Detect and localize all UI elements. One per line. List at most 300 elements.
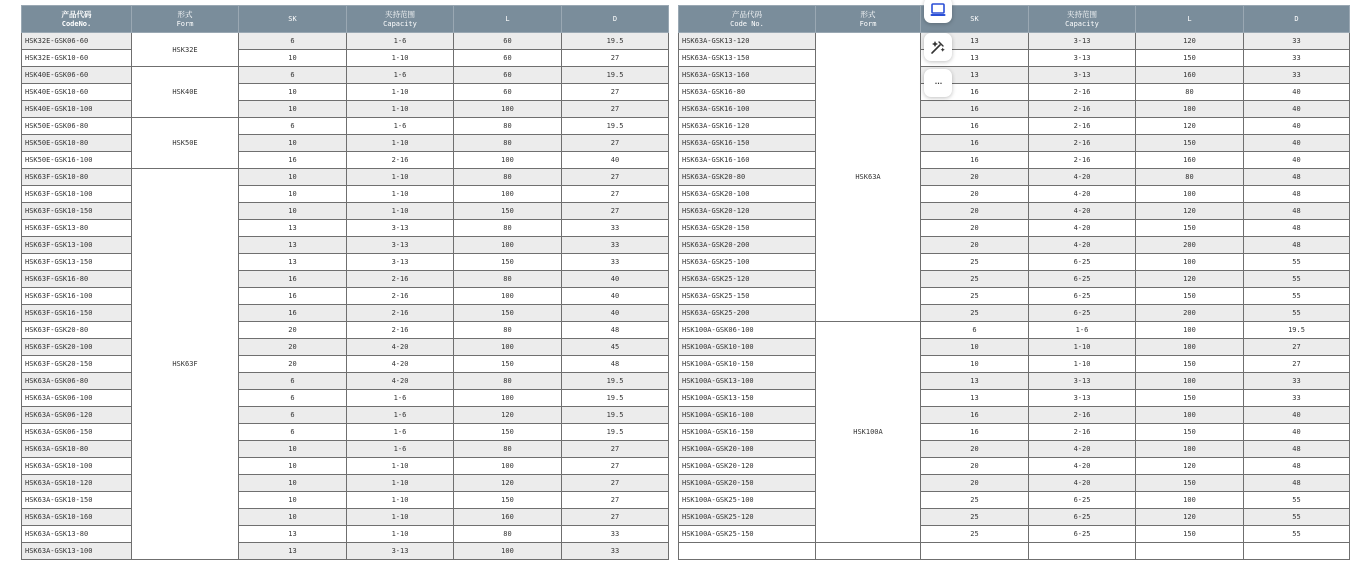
table-row <box>679 118 1350 135</box>
cell-capacity: 4-20 <box>1029 186 1136 203</box>
cell-capacity: 4-20 <box>1029 475 1136 492</box>
cell-capacity: 1-6 <box>347 67 454 84</box>
cell-capacity: 1-10 <box>347 475 454 492</box>
cell-code-no: HSK63F-GSK16-80 <box>22 271 132 288</box>
table-row <box>22 390 669 407</box>
cell-d: 40 <box>1244 424 1350 441</box>
cell-sk: 13 <box>239 526 347 543</box>
cell-code-no: HSK50E-GSK06-80 <box>22 118 132 135</box>
cell-capacity: 4-20 <box>1029 458 1136 475</box>
cell-l: 150 <box>1136 526 1244 543</box>
cell-d: 27 <box>562 84 669 101</box>
cell-capacity: 2-16 <box>347 305 454 322</box>
cell-l: 150 <box>1136 50 1244 67</box>
table-row <box>679 492 1350 509</box>
cell-capacity: 6-25 <box>1029 305 1136 322</box>
cell-l: 100 <box>454 390 562 407</box>
cell-d: 19.5 <box>562 118 669 135</box>
cell-sk: 10 <box>239 169 347 186</box>
cell-capacity: 1-10 <box>347 492 454 509</box>
cell-d: 40 <box>562 271 669 288</box>
cell-l: 80 <box>454 169 562 186</box>
table-row <box>679 390 1350 407</box>
cell-code-no: HSK63F-GSK13-150 <box>22 254 132 271</box>
cell-d: 19.5 <box>562 67 669 84</box>
cell-sk: 25 <box>921 492 1029 509</box>
cell-sk: 13 <box>921 390 1029 407</box>
cell-l: 120 <box>1136 203 1244 220</box>
cell-code-no: HSK100A-GSK10-150 <box>679 356 816 373</box>
cell-capacity: 4-20 <box>1029 203 1136 220</box>
cell-d: 40 <box>1244 101 1350 118</box>
cell-sk: 10 <box>921 339 1029 356</box>
cell-l: 120 <box>1136 33 1244 50</box>
cell-l: 100 <box>454 339 562 356</box>
cell-l: 100 <box>1136 492 1244 509</box>
cell-l: 120 <box>454 475 562 492</box>
cell-d: 40 <box>562 288 669 305</box>
cell-capacity: 1-10 <box>347 50 454 67</box>
cell-sk: 16 <box>921 407 1029 424</box>
cell-d: 19.5 <box>562 407 669 424</box>
cell-capacity: 6-25 <box>1029 492 1136 509</box>
table-row <box>679 50 1350 67</box>
cell-d: 55 <box>1244 509 1350 526</box>
cell-code-no: HSK63F-GSK10-100 <box>22 186 132 203</box>
empty-cell <box>816 543 921 560</box>
cell-code-no: HSK100A-GSK25-120 <box>679 509 816 526</box>
cell-l: 150 <box>454 254 562 271</box>
cell-capacity: 1-6 <box>347 118 454 135</box>
cell-code-no: HSK63A-GSK06-120 <box>22 407 132 424</box>
cell-sk: 13 <box>239 220 347 237</box>
cell-d: 27 <box>562 50 669 67</box>
header-form: 形式 Form <box>132 6 239 33</box>
table-row <box>679 237 1350 254</box>
cell-sk: 16 <box>921 152 1029 169</box>
cell-capacity: 6-25 <box>1029 271 1136 288</box>
cell-sk: 13 <box>239 543 347 560</box>
cell-l: 120 <box>1136 271 1244 288</box>
cell-code-no: HSK32E-GSK06-60 <box>22 33 132 50</box>
cell-form: HSK40E <box>132 67 239 118</box>
table-row <box>679 339 1350 356</box>
cell-l: 150 <box>1136 390 1244 407</box>
header-form: 形式 Form <box>816 6 921 33</box>
cell-d: 48 <box>1244 220 1350 237</box>
header-d: D <box>1244 6 1350 33</box>
cell-sk: 25 <box>921 509 1029 526</box>
cell-code-no: HSK40E-GSK10-60 <box>22 84 132 101</box>
cell-l: 160 <box>1136 67 1244 84</box>
cell-sk: 20 <box>921 458 1029 475</box>
table-row <box>679 288 1350 305</box>
header-sk: SK <box>921 6 1029 33</box>
cell-capacity: 4-20 <box>1029 441 1136 458</box>
empty-cell <box>1244 543 1350 560</box>
table-row <box>679 475 1350 492</box>
table-row <box>22 424 669 441</box>
cell-sk: 16 <box>921 118 1029 135</box>
header-l: L <box>454 6 562 33</box>
cell-capacity: 1-6 <box>347 390 454 407</box>
cell-capacity: 6-25 <box>1029 288 1136 305</box>
cell-l: 60 <box>454 50 562 67</box>
cell-capacity: 1-10 <box>347 203 454 220</box>
cell-code-no: HSK63A-GSK16-120 <box>679 118 816 135</box>
table-row <box>22 33 669 50</box>
table-row <box>679 458 1350 475</box>
header-capacity: 夹持范围 Capacity <box>347 6 454 33</box>
cell-d: 40 <box>562 305 669 322</box>
cell-sk: 6 <box>239 33 347 50</box>
table-row <box>679 135 1350 152</box>
header-capacity: 夹持范围 Capacity <box>1029 6 1136 33</box>
cell-sk: 25 <box>921 305 1029 322</box>
table-row <box>22 509 669 526</box>
cell-d: 48 <box>1244 458 1350 475</box>
cell-l: 80 <box>1136 84 1244 101</box>
cell-d: 19.5 <box>562 424 669 441</box>
cell-capacity: 1-10 <box>347 84 454 101</box>
cell-form: HSK100A <box>816 322 921 543</box>
cell-d: 27 <box>562 458 669 475</box>
cell-l: 200 <box>1136 305 1244 322</box>
table-row <box>22 152 669 169</box>
cell-sk: 20 <box>239 356 347 373</box>
cell-code-no: HSK100A-GSK10-100 <box>679 339 816 356</box>
table-row <box>679 322 1350 339</box>
cell-code-no: HSK63A-GSK10-100 <box>22 458 132 475</box>
cell-l: 150 <box>1136 135 1244 152</box>
table-row <box>22 186 669 203</box>
table-row <box>22 339 669 356</box>
table-row <box>679 271 1350 288</box>
cell-code-no: HSK63F-GSK20-150 <box>22 356 132 373</box>
cell-d: 55 <box>1244 288 1350 305</box>
cell-capacity: 1-10 <box>1029 356 1136 373</box>
cell-d: 48 <box>1244 186 1350 203</box>
table-row <box>679 203 1350 220</box>
cell-d: 33 <box>562 220 669 237</box>
cell-capacity: 2-16 <box>1029 101 1136 118</box>
cell-sk: 25 <box>921 254 1029 271</box>
cell-capacity: 3-13 <box>1029 33 1136 50</box>
cell-capacity: 3-13 <box>1029 390 1136 407</box>
cell-l: 100 <box>454 237 562 254</box>
cell-d: 48 <box>1244 441 1350 458</box>
cell-code-no: HSK63A-GSK10-160 <box>22 509 132 526</box>
cell-l: 80 <box>454 322 562 339</box>
cell-sk: 10 <box>921 356 1029 373</box>
cell-capacity: 1-10 <box>347 186 454 203</box>
table-row <box>22 356 669 373</box>
cell-sk: 6 <box>239 373 347 390</box>
cell-capacity: 2-16 <box>347 152 454 169</box>
cell-capacity: 3-13 <box>347 220 454 237</box>
cell-capacity: 4-20 <box>347 339 454 356</box>
cell-d: 33 <box>1244 373 1350 390</box>
cell-sk: 20 <box>921 186 1029 203</box>
cell-capacity: 2-16 <box>1029 424 1136 441</box>
cell-capacity: 4-20 <box>347 356 454 373</box>
table-row <box>22 492 669 509</box>
cell-sk: 20 <box>921 203 1029 220</box>
magic-tools-icon <box>930 39 946 55</box>
cell-sk: 16 <box>921 101 1029 118</box>
table-row <box>22 101 669 118</box>
cell-sk: 10 <box>239 441 347 458</box>
header-d: D <box>562 6 669 33</box>
table-row <box>22 407 669 424</box>
more-icon: ··· <box>934 76 942 90</box>
cell-sk: 6 <box>239 407 347 424</box>
cell-sk: 25 <box>921 271 1029 288</box>
cell-l: 80 <box>454 220 562 237</box>
cell-l: 150 <box>1136 356 1244 373</box>
cell-capacity: 6-25 <box>1029 509 1136 526</box>
cell-code-no: HSK100A-GSK20-150 <box>679 475 816 492</box>
cell-sk: 6 <box>239 390 347 407</box>
cell-code-no: HSK63A-GSK25-100 <box>679 254 816 271</box>
cell-code-no: HSK63A-GSK16-150 <box>679 135 816 152</box>
cell-l: 150 <box>454 305 562 322</box>
cell-code-no: HSK63A-GSK20-120 <box>679 203 816 220</box>
cell-d: 19.5 <box>562 373 669 390</box>
cell-code-no: HSK63A-GSK25-150 <box>679 288 816 305</box>
cell-code-no: HSK63A-GSK10-120 <box>22 475 132 492</box>
cell-l: 100 <box>1136 322 1244 339</box>
cell-l: 100 <box>1136 339 1244 356</box>
table-row <box>22 543 669 560</box>
cell-capacity: 3-13 <box>1029 67 1136 84</box>
table-row <box>22 271 669 288</box>
table-row <box>679 509 1350 526</box>
cell-d: 27 <box>562 475 669 492</box>
cell-code-no: HSK40E-GSK10-100 <box>22 101 132 118</box>
cell-capacity: 1-10 <box>347 101 454 118</box>
cell-l: 120 <box>454 407 562 424</box>
spec-table-right <box>678 5 1350 560</box>
table-row <box>22 118 669 135</box>
cell-d: 27 <box>1244 339 1350 356</box>
table-row <box>22 441 669 458</box>
cell-code-no: HSK100A-GSK20-120 <box>679 458 816 475</box>
cell-code-no: HSK63F-GSK10-150 <box>22 203 132 220</box>
cell-code-no: HSK63A-GSK10-80 <box>22 441 132 458</box>
cell-sk: 13 <box>239 237 347 254</box>
table-row <box>22 475 669 492</box>
cell-code-no: HSK63F-GSK10-80 <box>22 169 132 186</box>
cell-code-no: HSK63A-GSK06-80 <box>22 373 132 390</box>
table-row <box>22 237 669 254</box>
table-row <box>679 356 1350 373</box>
cell-code-no: HSK100A-GSK13-150 <box>679 390 816 407</box>
cell-code-no: HSK100A-GSK13-100 <box>679 373 816 390</box>
screenshot-button[interactable] <box>924 0 952 23</box>
cell-code-no: HSK63A-GSK25-200 <box>679 305 816 322</box>
cell-sk: 20 <box>921 475 1029 492</box>
cell-d: 55 <box>1244 492 1350 509</box>
empty-row <box>679 543 1350 560</box>
cell-capacity: 4-20 <box>347 373 454 390</box>
cell-code-no: HSK63A-GSK16-160 <box>679 152 816 169</box>
table-header-row <box>679 6 1350 33</box>
cell-capacity: 1-6 <box>347 33 454 50</box>
magic-tools-button[interactable] <box>924 33 952 61</box>
table-header-row <box>22 6 669 33</box>
cell-l: 100 <box>1136 373 1244 390</box>
cell-capacity: 2-16 <box>1029 152 1136 169</box>
table-row <box>22 169 669 186</box>
table-row <box>679 305 1350 322</box>
table-row <box>22 203 669 220</box>
cell-d: 33 <box>1244 390 1350 407</box>
spec-table-left <box>21 5 669 560</box>
cell-l: 150 <box>1136 475 1244 492</box>
cell-capacity: 2-16 <box>347 322 454 339</box>
cell-code-no: HSK63A-GSK20-150 <box>679 220 816 237</box>
cell-form: HSK32E <box>132 33 239 67</box>
table-row <box>22 288 669 305</box>
cell-l: 100 <box>454 288 562 305</box>
cell-d: 27 <box>1244 356 1350 373</box>
header-code-no: 产品代码 Code No. <box>679 6 816 33</box>
cell-sk: 10 <box>239 475 347 492</box>
table-row <box>22 84 669 101</box>
cell-code-no: HSK63F-GSK13-80 <box>22 220 132 237</box>
cell-l: 80 <box>1136 169 1244 186</box>
cell-d: 40 <box>1244 84 1350 101</box>
cell-code-no: HSK63A-GSK20-100 <box>679 186 816 203</box>
cell-sk: 16 <box>239 288 347 305</box>
table-row <box>679 186 1350 203</box>
cell-d: 48 <box>1244 237 1350 254</box>
cell-d: 33 <box>1244 50 1350 67</box>
cell-sk: 6 <box>239 118 347 135</box>
cell-sk: 10 <box>239 135 347 152</box>
cell-capacity: 1-10 <box>347 458 454 475</box>
cell-d: 27 <box>562 101 669 118</box>
cell-sk: 10 <box>239 492 347 509</box>
cell-sk: 10 <box>239 101 347 118</box>
table-row <box>22 322 669 339</box>
table-row <box>22 526 669 543</box>
cell-d: 33 <box>562 526 669 543</box>
cell-sk: 25 <box>921 288 1029 305</box>
cell-code-no: HSK63A-GSK06-150 <box>22 424 132 441</box>
cell-l: 120 <box>1136 509 1244 526</box>
empty-cell <box>1136 543 1244 560</box>
cell-sk: 16 <box>239 152 347 169</box>
cell-l: 100 <box>1136 407 1244 424</box>
table-row <box>22 50 669 67</box>
cell-l: 80 <box>454 271 562 288</box>
cell-l: 120 <box>1136 118 1244 135</box>
cell-l: 80 <box>454 135 562 152</box>
cell-l: 150 <box>1136 288 1244 305</box>
cell-d: 55 <box>1244 271 1350 288</box>
cell-d: 40 <box>562 152 669 169</box>
cell-d: 40 <box>1244 118 1350 135</box>
table-row <box>22 373 669 390</box>
cell-capacity: 1-10 <box>347 526 454 543</box>
cell-d: 55 <box>1244 305 1350 322</box>
cell-l: 100 <box>454 543 562 560</box>
cell-d: 33 <box>562 237 669 254</box>
cell-code-no: HSK63F-GSK16-150 <box>22 305 132 322</box>
cell-code-no: HSK63F-GSK20-80 <box>22 322 132 339</box>
cell-d: 48 <box>562 356 669 373</box>
cell-sk: 20 <box>921 237 1029 254</box>
cell-sk: 10 <box>239 509 347 526</box>
table-row <box>679 152 1350 169</box>
cell-d: 55 <box>1244 254 1350 271</box>
cell-d: 40 <box>1244 407 1350 424</box>
cell-capacity: 3-13 <box>347 237 454 254</box>
cell-sk: 16 <box>239 305 347 322</box>
cell-sk: 20 <box>921 441 1029 458</box>
cell-sk: 13 <box>921 50 1029 67</box>
cell-l: 100 <box>454 186 562 203</box>
cell-capacity: 1-6 <box>347 424 454 441</box>
header-sk: SK <box>239 6 347 33</box>
empty-cell <box>679 543 816 560</box>
cell-l: 100 <box>1136 254 1244 271</box>
cell-l: 160 <box>454 509 562 526</box>
cell-code-no: HSK63F-GSK13-100 <box>22 237 132 254</box>
cell-l: 60 <box>454 84 562 101</box>
cell-capacity: 2-16 <box>1029 84 1136 101</box>
cell-code-no: HSK63A-GSK13-120 <box>679 33 816 50</box>
cell-code-no: HSK100A-GSK20-100 <box>679 441 816 458</box>
cell-code-no: HSK63A-GSK16-100 <box>679 101 816 118</box>
cell-code-no: HSK100A-GSK25-100 <box>679 492 816 509</box>
more-button[interactable] <box>924 69 952 97</box>
cell-d: 48 <box>1244 169 1350 186</box>
table-row <box>679 33 1350 50</box>
cell-code-no: HSK63A-GSK10-150 <box>22 492 132 509</box>
table-row <box>22 135 669 152</box>
cell-capacity: 6-25 <box>1029 526 1136 543</box>
table-row <box>679 220 1350 237</box>
cell-d: 33 <box>1244 67 1350 84</box>
cell-code-no: HSK63A-GSK13-150 <box>679 50 816 67</box>
cell-capacity: 1-6 <box>1029 322 1136 339</box>
cell-d: 48 <box>1244 203 1350 220</box>
cell-sk: 10 <box>239 50 347 67</box>
cell-l: 80 <box>454 118 562 135</box>
cell-l: 150 <box>454 203 562 220</box>
cell-d: 19.5 <box>562 33 669 50</box>
cell-capacity: 1-10 <box>347 135 454 152</box>
table-row <box>679 84 1350 101</box>
cell-capacity: 1-10 <box>1029 339 1136 356</box>
header-code-no: 产品代码 CodeNo. <box>22 6 132 33</box>
table-row <box>22 220 669 237</box>
cell-sk: 10 <box>239 84 347 101</box>
table-row <box>22 254 669 271</box>
cell-sk: 6 <box>239 67 347 84</box>
cell-d: 55 <box>1244 526 1350 543</box>
cell-form: HSK63A <box>816 33 921 322</box>
cell-d: 27 <box>562 441 669 458</box>
cell-d: 45 <box>562 339 669 356</box>
cell-code-no: HSK32E-GSK10-60 <box>22 50 132 67</box>
cell-code-no: HSK63F-GSK20-100 <box>22 339 132 356</box>
cell-sk: 16 <box>239 271 347 288</box>
cell-capacity: 3-13 <box>1029 373 1136 390</box>
